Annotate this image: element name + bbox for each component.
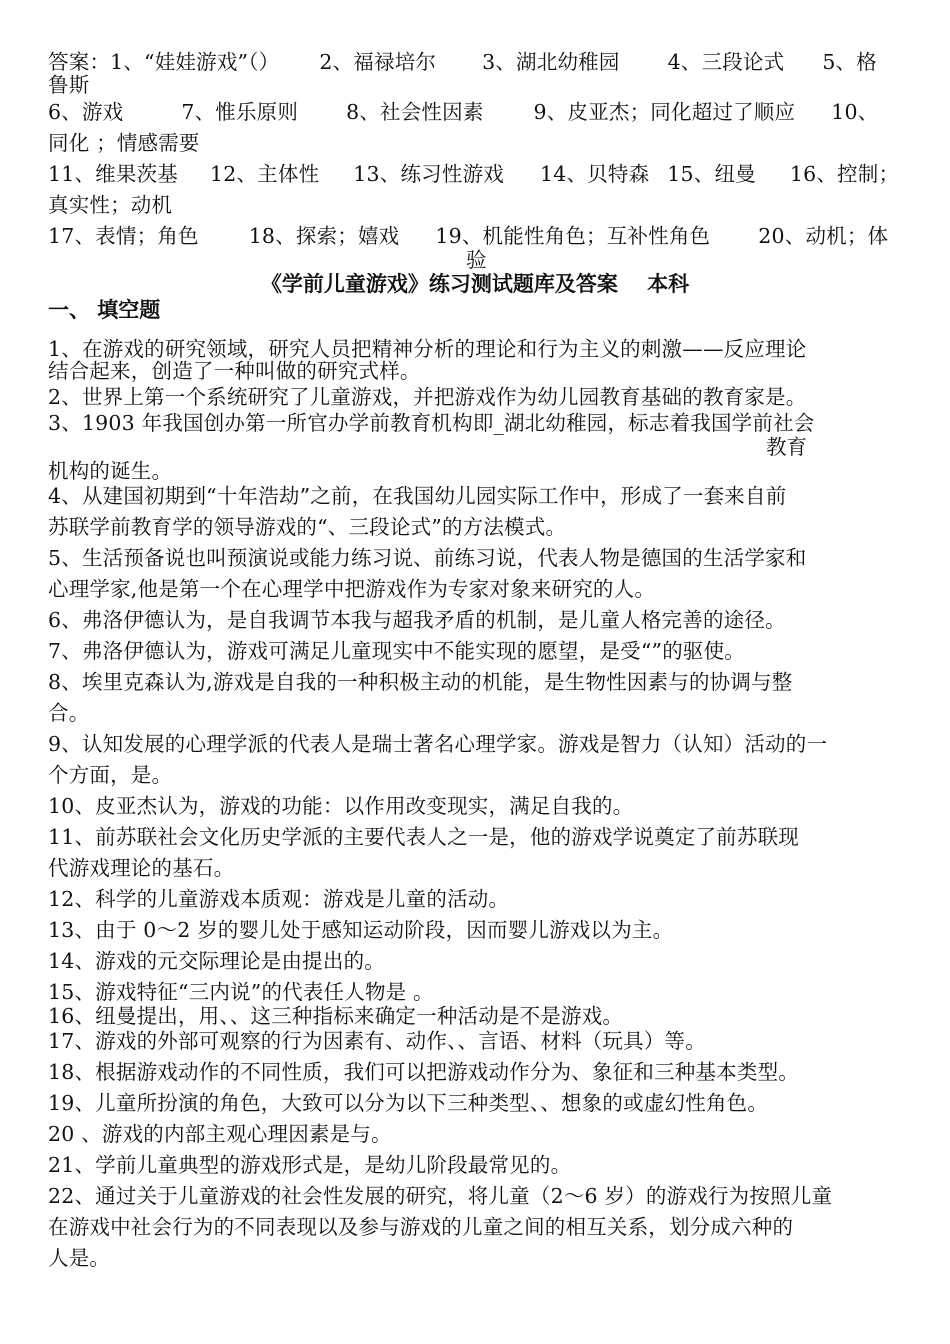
question-line: 18、根据游戏动作的不同性质，我们可以把游戏动作分为、象征和三种基本类型。 [48,1060,799,1084]
answer-item: 11、维果茨基 [48,162,178,186]
answer-line-3-wrap: 真实性；动机 [48,193,173,217]
question-line: 3、1903 年我国创办第一所官办学前教育机构即_湖北幼稚园，标志着我国学前社会 [48,411,815,435]
answer-item: 答案：1、“娃娃游戏”（） [48,50,280,74]
answer-item: 16、控制； [789,162,900,186]
answer-item: 7、惟乐原则 [181,100,299,124]
answer-line-2-wrap: 同化 ；情感需要 [48,131,200,155]
question-line: 11、前苏联社会文化历史学派的主要代表人之一是，他的游戏学说奠定了前苏联现 [48,825,799,849]
answer-item: 13、练习性游戏 [353,162,504,186]
question-line: 15、游戏特征“三内说”的代表任人物是 。 [48,980,434,1004]
question-line: 7、弗洛伊德认为，游戏可满足儿童现实中不能实现的愿望，是受“”的驱使。 [48,639,746,663]
question-line: 20 、游戏的内部主观心理因素是与。 [48,1122,392,1146]
question-line: 在游戏中社会行为的不同表现以及参与游戏的儿童之间的相互关系，划分成六种的 [48,1215,794,1239]
question-line: 12、科学的儿童游戏本质观：游戏是儿童的活动。 [48,887,510,911]
answer-item: 3、湖北幼稚园 [482,50,620,74]
question-line: 1、在游戏的研究领域，研究人员把精神分析的理论和行为主义的刺激——反应理论 [48,337,807,361]
answer-item: 12、主体性 [210,162,320,186]
answer-item: 14、贝特森 [539,162,650,186]
question-sub: 教育 [766,435,807,459]
question-line: 个方面，是。 [48,763,173,787]
answer-item: 9、皮亚杰；同化超过了顺应 [533,100,796,124]
answer-line-4 [48,223,888,249]
question-line: 22、通过关于儿童游戏的社会性发展的研究，将儿童（2～6 岁）的游戏行为按照儿童 [48,1184,833,1208]
answer-item: 10、 [831,100,879,124]
question-line: 21、学前儿童典型的游戏形式是，是幼儿阶段最常见的。 [48,1153,572,1177]
question-line: 13、由于 0～2 岁的婴儿处于感知运动阶段，因而婴儿游戏以为主。 [48,918,674,942]
answer-item: 18、探索；嬉戏 [248,224,400,248]
answer-line-4-sub: 验 [466,248,487,272]
answer-line-1 [48,49,877,75]
question-line: 19、儿童所扮演的角色，大致可以分为以下三种类型、、想象的或虚幻性角色。 [48,1091,769,1115]
answer-item: 4、三段论式 [667,50,785,74]
answer-item: 17、表情；角色 [48,224,199,248]
question-line: 心理学家,他是第一个在心理学中把游戏作为专家对象来研究的人。 [48,577,656,601]
question-line: 代游戏理论的基石。 [48,856,235,880]
question-line: 结合起来，创造了一种叫做的研究式样。 [48,359,421,383]
question-line: 4、从建国初期到“十年浩劫”之前，在我国幼儿园实际工作中，形成了一套来自前 [48,484,787,508]
question-line: 5、生活预备说也叫预演说或能力练习说、前练习说，代表人物是德国的生活学家和 [48,546,807,570]
question-line: 8、埃里克森认为,游戏是自我的一种积极主动的机能，是生物性因素与的协调与整 [48,670,793,694]
question-line: 合。 [48,701,90,725]
answer-item: 19、机能性角色；互补性角色 [435,224,711,248]
question-line: 14、游戏的元交际理论是由提出的。 [48,949,385,973]
question-line: 16、纽曼提出，用、、这三种指标来确定一种活动是不是游戏。 [48,1004,624,1028]
answer-item: 2、福禄培尔 [319,50,437,74]
page-title: 《学前儿童游戏》练习测试题库及答案 本科 [260,271,690,296]
question-line: 6、弗洛伊德认为，是自我调节本我与超我矛盾的机制，是儿童人格完善的途径。 [48,608,786,632]
answer-line-3 [48,161,899,187]
answer-item: 8、社会性因素 [346,100,484,124]
section-heading: 一、 填空题 [48,298,161,322]
answer-item: 15、纽曼 [667,162,756,186]
question-line: 10、皮亚杰认为，游戏的功能：以作用改变现实，满足自我的。 [48,794,634,818]
answer-line-1-wrap: 鲁斯 [48,73,90,97]
question-line: 人是。 [48,1246,111,1270]
question-line: 17、游戏的外部可观察的行为因素有、动作、、言语、材料（玩具）等。 [48,1029,706,1053]
question-line: 9、认知发展的心理学派的代表人是瑞士著名心理学家。游戏是智力（认知）活动的一 [48,732,828,756]
answer-item: 6、游戏 [48,100,124,124]
answer-line-2 [48,99,878,125]
question-line: 2、世界上第一个系统研究了儿童游戏，并把游戏作为幼儿园教育基础的教育家是。 [48,385,807,409]
answer-item: 20、动机；体 [758,224,889,248]
answer-item: 5、格 [822,50,877,74]
question-line: 苏联学前教育学的领导游戏的“、三段论式”的方法模式。 [48,515,567,539]
question-line: 机构的诞生。 [48,459,173,483]
